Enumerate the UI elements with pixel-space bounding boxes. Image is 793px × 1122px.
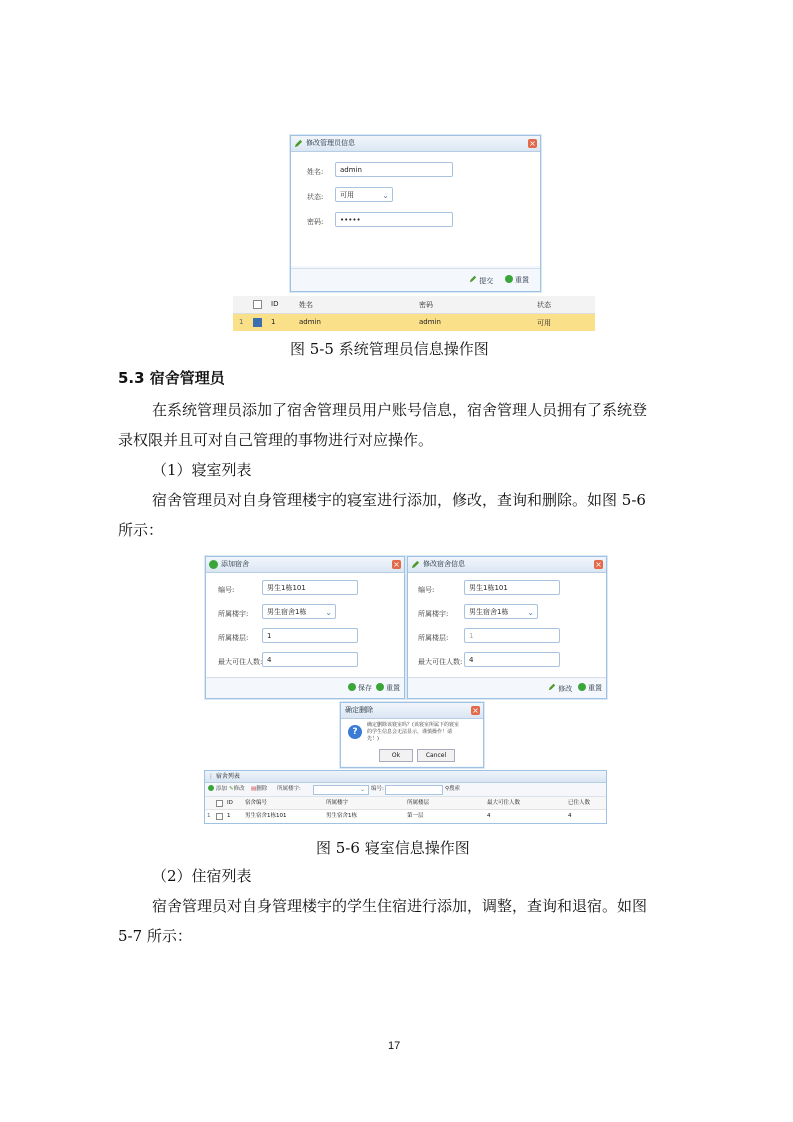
pencil-icon — [548, 683, 556, 691]
col-floor: 所属楼层 — [407, 800, 430, 806]
dialog-footer — [408, 677, 606, 698]
number-input[interactable]: 男生1栋101 — [464, 580, 560, 595]
delete-icon: ▤ — [251, 786, 257, 792]
chevron-down-icon: ⌄ — [382, 191, 389, 200]
close-icon[interactable]: × — [529, 139, 536, 148]
name-label: 姓名: — [307, 168, 324, 176]
cell-current: 4 — [568, 813, 572, 819]
add-dorm-dialog — [205, 556, 405, 699]
paragraph-line: 在系统管理员添加了宿舍管理员用户账号信息，宿舍管理人员拥有了系统登 — [152, 401, 648, 419]
panel-title-bar — [205, 771, 606, 783]
table-row[interactable] — [233, 314, 595, 331]
select-all-checkbox[interactable] — [216, 800, 223, 807]
add-icon — [348, 683, 356, 691]
close-icon[interactable]: × — [595, 560, 602, 569]
capacity-input[interactable]: 4 — [464, 652, 560, 667]
paragraph-line: 所示： — [118, 521, 164, 539]
building-filter-select[interactable] — [313, 785, 369, 795]
search-button[interactable] — [445, 783, 460, 796]
dialog-body — [341, 719, 483, 766]
col-password: 密码 — [419, 301, 433, 309]
col-max: 最大可住人数 — [487, 800, 521, 806]
section-heading: 5.3 宿舍管理员 — [118, 369, 225, 387]
dialog-body — [408, 573, 606, 677]
cell-max: 4 — [487, 813, 491, 819]
pencil-icon: ✎ — [229, 786, 234, 792]
add-icon — [208, 785, 214, 791]
floor-label: 所属楼层: — [218, 634, 249, 642]
building-select[interactable] — [464, 604, 538, 619]
dialog-title-bar — [206, 557, 404, 573]
col-status: 状态 — [537, 301, 551, 309]
edit-label: 修改 — [558, 685, 573, 693]
col-building: 所属楼宇 — [326, 800, 349, 806]
building-select[interactable] — [262, 604, 336, 619]
dialog-footer — [206, 677, 404, 698]
ok-button[interactable]: Ok — [379, 749, 413, 762]
edit-admin-dialog — [290, 135, 541, 292]
paragraph-line: 宿舍管理员对自身管理楼宇的寝室进行添加，修改，查询和删除。如图 5-6 — [152, 491, 646, 509]
chevron-down-icon: ⌄ — [527, 608, 534, 617]
close-icon[interactable]: × — [472, 706, 479, 715]
col-name: 姓名 — [299, 301, 313, 309]
paragraph-line: 宿舍管理员对自身管理楼宇的学生住宿进行添加，调整，查询和退宿。如图 — [152, 897, 648, 915]
dorm-list-panel — [204, 770, 607, 824]
confirm-delete-dialog — [340, 702, 484, 768]
figure-caption: 图 5-6 寝室信息操作图 — [316, 839, 470, 857]
row-number: 1 — [239, 318, 244, 326]
reset-button[interactable] — [578, 683, 602, 693]
refresh-icon — [376, 683, 384, 691]
name-input[interactable]: admin — [335, 162, 453, 177]
cell-name: admin — [299, 318, 321, 326]
question-icon: ? — [348, 725, 362, 739]
dialog-title: 修改管理员信息 — [306, 139, 355, 147]
reset-button[interactable] — [376, 683, 400, 693]
search-label: 搜索 — [449, 786, 461, 792]
row-number: 1 — [207, 813, 211, 819]
add-button[interactable] — [208, 783, 227, 796]
message-line: 的学生信息会无法显示，谨慎操作！请 — [367, 729, 453, 735]
subsection-heading: （1）寝室列表 — [152, 461, 252, 479]
subsection-heading: （2）住宿列表 — [152, 867, 252, 885]
col-id: ID — [227, 800, 233, 806]
password-label: 密码: — [307, 218, 324, 226]
cell-id: 1 — [227, 813, 231, 819]
building-value: 男生宿舍1栋 — [469, 608, 509, 616]
dialog-footer — [291, 268, 540, 291]
list-icon: ⋮ — [208, 773, 214, 780]
number-label: 编号: — [218, 586, 235, 594]
password-input[interactable]: ••••• — [335, 212, 453, 227]
cancel-button[interactable]: Cancel — [417, 749, 455, 762]
edit-button[interactable] — [229, 783, 245, 796]
capacity-label: 最大可住人数: — [218, 658, 263, 666]
row-checkbox[interactable] — [216, 813, 223, 820]
cell-password: admin — [419, 318, 441, 326]
dialog-title-bar — [341, 703, 483, 719]
number-label: 编号: — [418, 586, 435, 594]
edit-button[interactable] — [548, 683, 572, 694]
delete-label: 删除 — [256, 786, 268, 792]
dialog-title-bar — [291, 136, 540, 152]
cell-id: 1 — [271, 318, 276, 326]
number-filter-label: 编号: — [371, 786, 384, 792]
building-value: 男生宿舍1栋 — [267, 608, 307, 616]
floor-input[interactable]: 1 — [464, 628, 560, 643]
reset-label: 重置 — [515, 276, 529, 284]
message-line: 先！) — [367, 736, 379, 742]
capacity-input[interactable]: 4 — [262, 652, 358, 667]
close-icon[interactable]: × — [393, 560, 400, 569]
reset-button[interactable] — [505, 275, 529, 285]
status-select[interactable] — [335, 187, 393, 202]
delete-button[interactable] — [251, 783, 267, 796]
number-input[interactable]: 男生1栋101 — [262, 580, 358, 595]
cell-number: 男生宿舍1栋101 — [245, 813, 287, 819]
building-label: 所属楼宇: — [418, 610, 449, 618]
grid-header — [233, 296, 595, 314]
add-label: 添加 — [216, 786, 228, 792]
dialog-body — [291, 152, 540, 266]
status-label: 状态: — [307, 193, 324, 201]
cell-status: 可用 — [537, 319, 551, 327]
chevron-down-icon: ⌄ — [325, 608, 332, 617]
building-label: 所属楼宇: — [218, 610, 249, 618]
pencil-icon — [469, 275, 477, 283]
list-toolbar — [205, 783, 606, 797]
building-filter-label: 所属楼宇: — [277, 786, 301, 792]
confirm-message — [367, 722, 459, 743]
cell-building: 男生宿舍1栋 — [326, 813, 357, 819]
paragraph-line: 5-7 所示： — [118, 927, 192, 945]
capacity-label: 最大可住人数: — [418, 658, 463, 666]
reset-label: 重置 — [588, 684, 602, 692]
list-header — [205, 797, 606, 810]
pencil-icon — [411, 560, 420, 569]
floor-label: 所属楼层: — [418, 634, 449, 642]
page-number: 17 — [388, 1040, 401, 1052]
dialog-title: 确定删除 — [345, 706, 373, 714]
admin-grid — [233, 296, 595, 332]
message-line: 确定删除该寝室吗？(该寝室所属下的寝室 — [367, 722, 459, 728]
edit-label: 修改 — [233, 786, 245, 792]
add-icon — [209, 560, 218, 569]
save-button[interactable] — [348, 683, 372, 693]
submit-label: 提交 — [479, 277, 494, 285]
figure-caption: 图 5-5 系统管理员信息操作图 — [290, 340, 489, 358]
floor-input[interactable]: 1 — [262, 628, 358, 643]
search-icon: ⚲ — [445, 786, 450, 792]
submit-button[interactable] — [469, 275, 493, 286]
reset-label: 重置 — [386, 684, 400, 692]
col-id: ID — [271, 300, 279, 308]
paragraph-line: 录权限并且可对自己管理的事物进行对应操作。 — [118, 431, 434, 449]
edit-dorm-dialog — [407, 556, 607, 699]
refresh-icon — [505, 275, 513, 283]
dialog-title: 修改宿舍信息 — [423, 560, 465, 568]
dialog-title: 添加宿舍 — [221, 560, 249, 568]
refresh-icon — [578, 683, 586, 691]
panel-title: 宿舍列表 — [215, 773, 240, 780]
select-all-checkbox[interactable] — [253, 300, 262, 309]
table-row[interactable] — [205, 810, 606, 822]
chevron-down-icon: ⌄ — [359, 786, 365, 793]
status-value: 可用 — [340, 191, 354, 199]
number-filter-input[interactable] — [385, 785, 443, 795]
save-label: 保存 — [358, 684, 372, 692]
row-checkbox[interactable] — [253, 318, 262, 327]
dialog-title-bar — [408, 557, 606, 573]
dialog-body — [206, 573, 404, 677]
col-number: 宿舍编号 — [245, 800, 268, 806]
pencil-icon — [294, 139, 303, 148]
cell-floor: 第一层 — [407, 813, 424, 819]
col-current: 已住人数 — [568, 800, 591, 806]
